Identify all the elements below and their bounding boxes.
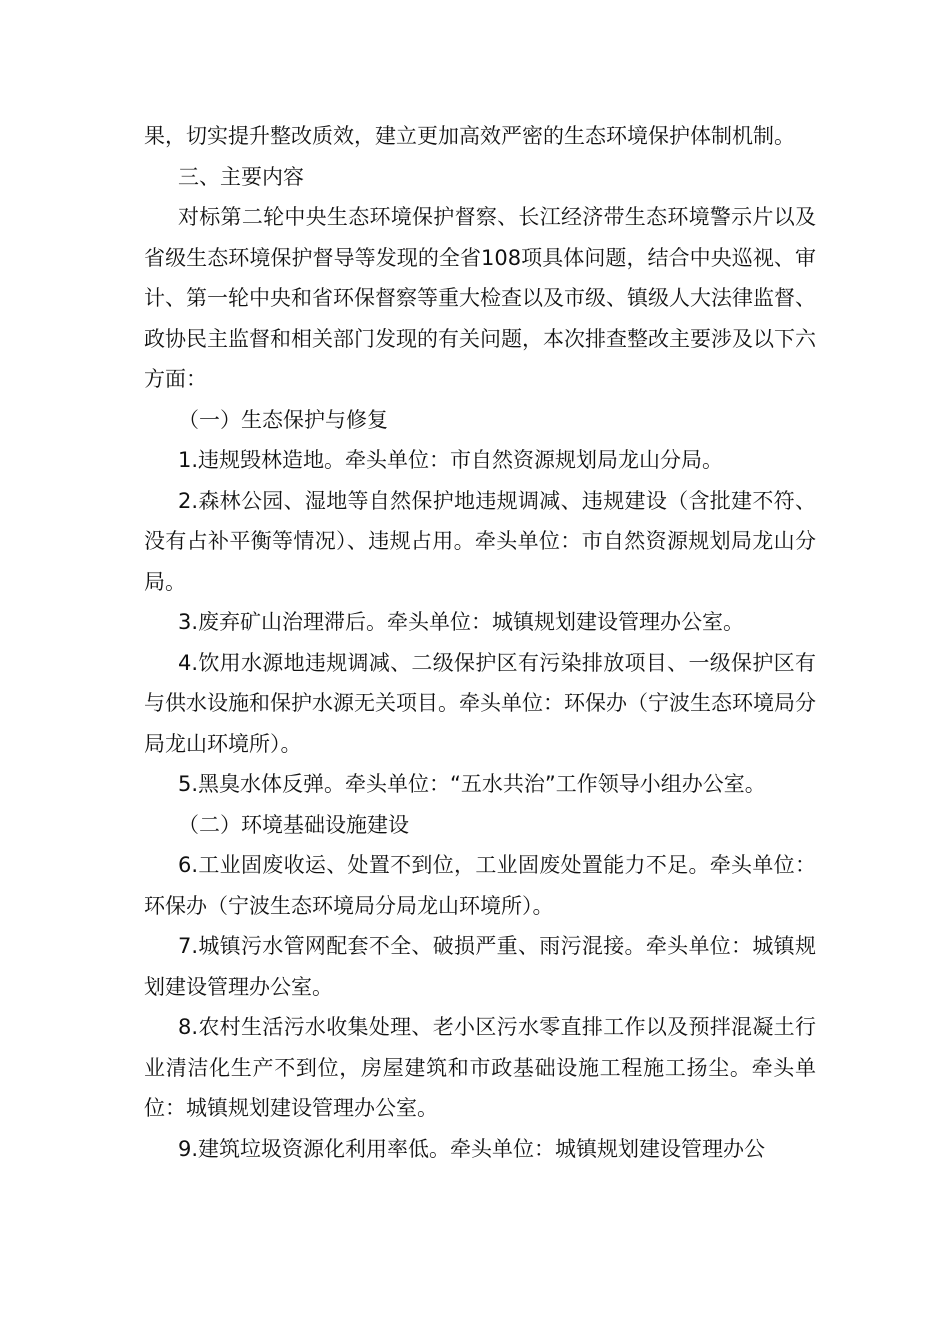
document-page bbox=[144, 116, 816, 1169]
list-item-1: 1.违规毁林造地。牵头单位：市自然资源规划局龙山分局。 bbox=[178, 448, 724, 472]
paragraph-continuation: 果，切实提升整改质效，建立更加高效严密的生态环境保护体制机制。 bbox=[144, 124, 795, 148]
paragraph-intro: 对标第二轮中央生态环境保护督察、长江经济带生态环境警示片以及省级生态环境保护督导等发现的全省108项具体问题，结合中央巡视、审计、第一轮中央和省环保督察等重大检查以及市级、镇级人大法律监督、政协民主监督和相关部门发现的有关问题，本次排查整改主要涉及以下六方面： bbox=[144, 205, 816, 391]
list-item-6: 6.工业固废收运、处置不到位，工业固废处置能力不足。牵头单位：环保办（宁波生态环境局分局龙山环境所）。 bbox=[144, 853, 816, 918]
list-item-4: 4.饮用水源地违规调减、二级保护区有污染排放项目、一级保护区有与供水设施和保护水源无关项目。牵头单位：环保办（宁波生态环境局分局龙山环境所）。 bbox=[144, 650, 816, 756]
subsection-heading-infrastructure: （二）环境基础设施建设 bbox=[178, 812, 409, 837]
subsection-heading-ecology: （一）生态保护与修复 bbox=[178, 407, 388, 432]
list-item-5: 5.黑臭水体反弹。牵头单位：“五水共治”工作领导小组办公室。 bbox=[178, 772, 766, 796]
list-item-7: 7.城镇污水管网配套不全、破损严重、雨污混接。牵头单位：城镇规划建设管理办公室。 bbox=[144, 934, 816, 999]
list-item-9: 9.建筑垃圾资源化利用率低。牵头单位：城镇规划建设管理办公 bbox=[178, 1136, 766, 1161]
list-item-8: 8.农村生活污水收集处理、老小区污水零直排工作以及预拌混凝土行业清洁化生产不到位，房屋建筑和市政基础设施工程施工扬尘。牵头单位：城镇规划建设管理办公室。 bbox=[144, 1015, 816, 1120]
section-heading-main-content: 三、主要内容 bbox=[178, 164, 304, 189]
list-item-2: 2.森林公园、湿地等自然保护地违规调减、违规建设（含批建不符、没有占补平衡等情况）、违规占用。牵头单位：市自然资源规划局龙山分局。 bbox=[144, 488, 816, 594]
list-item-3: 3.废弃矿山治理滞后。牵头单位：城镇规划建设管理办公室。 bbox=[178, 610, 745, 634]
